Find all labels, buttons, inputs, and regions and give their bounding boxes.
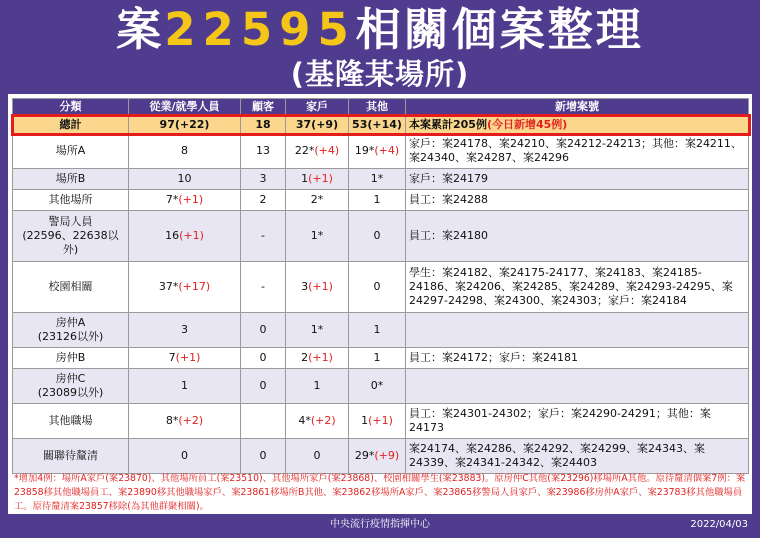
cell-staff (129, 262, 241, 313)
cell-staff-value: 7* (165, 193, 179, 206)
cell-customer-value: 2 (259, 193, 267, 206)
cell-household-value: 3 (301, 280, 309, 293)
row-label-value: 房仲B (55, 351, 86, 364)
cell-staff (129, 369, 241, 404)
cell-other-value: 1 (373, 323, 381, 336)
row-label (13, 348, 129, 369)
cell-other (349, 211, 406, 262)
cell-other-increase: (+9) (374, 449, 400, 462)
cell-household (286, 169, 349, 190)
cell-customer (241, 134, 286, 169)
cell-staff-value: 10 (177, 172, 192, 185)
cell-other-value: 1* (370, 172, 384, 185)
cell-household (286, 348, 349, 369)
total-customer: 18 (241, 116, 286, 134)
title-case-number: 22595 (164, 3, 356, 56)
cell-staff-increase: (+1) (179, 229, 204, 242)
cell-cases-value: 員工：案24180 (409, 229, 488, 242)
cell-customer (241, 348, 286, 369)
row-label (13, 262, 129, 313)
row-label (13, 211, 129, 262)
cell-cases-value: 學生：案24182、案24175-24177、案24183、案24185-24186、案24206、案24285、案24289、案24293-24295、案24297-24298、案24300、案24303；家戶：案24184 (409, 266, 733, 307)
table-row (13, 348, 749, 369)
row-label-value: 其他職場 (48, 414, 93, 427)
cell-staff (129, 169, 241, 190)
cell-household-value: 1 (301, 172, 309, 185)
cell-cases (406, 169, 749, 190)
cell-other-value: 0* (370, 379, 384, 392)
cell-cases (406, 313, 749, 348)
cell-other-increase: (+1) (368, 414, 393, 427)
cell-staff-increase: (+1) (175, 351, 201, 364)
cell-customer (241, 169, 286, 190)
row-label (13, 404, 129, 439)
row-label-value: 其他場所 (48, 193, 93, 206)
title-suffix: 相關個案整理 (355, 3, 644, 56)
cell-household-value: 22* (294, 144, 315, 157)
cell-customer-value: 3 (259, 172, 267, 185)
cell-staff (129, 404, 241, 439)
cell-customer (241, 313, 286, 348)
cell-other (349, 439, 406, 474)
cell-cases-value: 員工：案24301-24302；家戶：案24290-24291；其他：案24173 (409, 407, 711, 434)
cell-cases (406, 404, 749, 439)
row-label-value: 房仲C (23089以外) (37, 372, 104, 399)
row-label-value: 場所A (55, 144, 86, 157)
cell-other-value: 1 (373, 193, 381, 206)
row-label-value: 關聯待釐清 (43, 449, 98, 462)
header-other: 其他 (349, 99, 406, 116)
cell-other-value: 19* (354, 144, 375, 157)
total-row (13, 116, 749, 134)
cell-cases-value: 案24174、案24286、案24292、案24299、案24343、案24339、案24341-24342、案24403 (409, 442, 705, 469)
row-label-value: 校園相關 (48, 280, 93, 293)
cell-other-value: 1 (373, 351, 381, 364)
cell-other-increase: (+4) (374, 144, 400, 157)
cell-customer-value: 0 (259, 323, 267, 336)
row-label (13, 439, 129, 474)
cell-household-increase: (+1) (308, 172, 333, 185)
case-table (12, 98, 749, 474)
cell-customer-value: 0 (259, 351, 267, 364)
cell-other-value: 0 (373, 280, 381, 293)
cell-other (349, 404, 406, 439)
table-row (13, 134, 749, 169)
cell-staff (129, 190, 241, 211)
row-label-value: 場所B (55, 172, 86, 185)
cell-household (286, 262, 349, 313)
total-cases (406, 116, 749, 134)
row-label (13, 313, 129, 348)
cell-staff (129, 211, 241, 262)
cell-other (349, 190, 406, 211)
header-customer: 顧客 (241, 99, 286, 116)
cell-customer-value: - (261, 229, 265, 242)
content-panel (8, 94, 752, 514)
cell-staff-value: 1 (181, 379, 188, 392)
total-cases-new: (今日新增45例) (486, 117, 568, 131)
cell-cases (406, 348, 749, 369)
cell-customer (241, 439, 286, 474)
cell-cases (406, 369, 749, 404)
table-row (13, 262, 749, 313)
header-new-cases: 新增案號 (406, 99, 749, 116)
title-prefix: 案 (116, 3, 165, 56)
cell-other-value: 1 (361, 414, 369, 427)
cell-cases (406, 134, 749, 169)
cell-cases (406, 262, 749, 313)
cell-staff-value: 37* (158, 280, 179, 293)
row-label-value: 警局人員 (22596、22638以外) (22, 215, 119, 256)
cell-household-increase: (+2) (310, 414, 336, 427)
table-row (13, 211, 749, 262)
cell-staff (129, 313, 241, 348)
cell-other (349, 348, 406, 369)
cell-staff-value: 0 (181, 449, 188, 462)
row-label (13, 369, 129, 404)
cell-household (286, 134, 349, 169)
cell-cases-value: 員工：案24288 (409, 193, 488, 206)
cell-cases-value: 員工：案24172；家戶：案24181 (409, 351, 578, 364)
cell-staff-increase: (+2) (178, 414, 204, 427)
cell-household-value: 0 (313, 449, 321, 462)
header-staff: 從業/就學人員 (129, 99, 241, 116)
cell-customer (241, 262, 286, 313)
cell-cases (406, 439, 749, 474)
total-other: 53(+14) (349, 116, 406, 134)
cell-staff (129, 134, 241, 169)
page-title (0, 4, 760, 56)
cell-staff-value: 7 (168, 351, 176, 364)
cell-staff (129, 439, 241, 474)
row-label-value: 房仲A (23126以外) (37, 316, 104, 343)
footer-source: 中央流行疫情指揮中心 (330, 519, 430, 530)
table-body (13, 134, 749, 474)
cell-customer (241, 404, 286, 439)
footer-date: 2022/04/03 (690, 519, 748, 530)
cell-household (286, 369, 349, 404)
cell-household (286, 439, 349, 474)
footnote: *增加4例：場所A家戶(案23870)、其他場所員工(案23510)、其他場所家戶(案23868)、校園相關學生(案23883)。原房仲C其他(案23296)移場所A其他。原待釐清個案7例：案23858移其他職場員工、案23890移其他職場家戶、案23861移場所B其他、案23862移場所A家戶、案23865移警局人員家戶、案23986移房仲A家戶、案23783移其他職場員工。原待釐清案23857移除(為其他群聚相關)。 (14, 473, 746, 512)
header-category: 分類 (13, 99, 129, 116)
cell-household-increase: (+4) (314, 144, 340, 157)
cell-household-increase: (+1) (308, 351, 333, 364)
cell-household-value: 2* (310, 193, 324, 206)
table-row (13, 313, 749, 348)
cell-customer (241, 211, 286, 262)
cell-customer (241, 369, 286, 404)
row-label (13, 190, 129, 211)
total-label: 總計 (13, 116, 129, 134)
cell-household-value: 4* (298, 414, 311, 427)
total-staff: 97(+22) (129, 116, 241, 134)
cell-other (349, 262, 406, 313)
cell-other (349, 369, 406, 404)
cell-customer-value: 13 (256, 144, 270, 157)
total-cases-main: 本案累計205例 (409, 117, 487, 131)
row-label (13, 134, 129, 169)
page-subtitle: (基隆某場所) (290, 57, 470, 91)
table-row (13, 369, 749, 404)
table-header-row (13, 99, 749, 116)
cell-household-value: 1* (310, 323, 324, 336)
cell-household (286, 313, 349, 348)
cell-other-value: 0 (373, 229, 381, 242)
table-row (13, 169, 749, 190)
cell-other (349, 313, 406, 348)
cell-staff-increase: (+17) (178, 280, 211, 293)
cell-cases (406, 190, 749, 211)
header-household: 家戶 (286, 99, 349, 116)
cell-staff-increase: (+1) (178, 193, 204, 206)
cell-staff-value: 8 (181, 144, 188, 157)
cell-other (349, 134, 406, 169)
cell-household-increase: (+1) (308, 280, 333, 293)
cell-household-value: 1* (310, 229, 324, 242)
table-row (13, 439, 749, 474)
cell-customer (241, 190, 286, 211)
cell-cases-value: 家戶：案24178、案24210、案24212-24213；其他：案24211、案24340、案24287、案24296 (409, 137, 742, 164)
cell-other-value: 29* (354, 449, 375, 462)
cell-customer-value: 0 (259, 379, 267, 392)
cell-cases-value: 家戶：案24179 (409, 172, 488, 185)
table-row (13, 190, 749, 211)
row-label (13, 169, 129, 190)
cell-staff-value: 3 (181, 323, 188, 336)
cell-household-value: 2 (301, 351, 309, 364)
cell-household-value: 1 (313, 379, 321, 392)
cell-customer-value: - (261, 280, 265, 293)
total-household: 37(+9) (286, 116, 349, 134)
table-row (13, 404, 749, 439)
cell-other (349, 169, 406, 190)
cell-household (286, 190, 349, 211)
cell-staff-value: 16 (165, 229, 180, 242)
cell-staff-value: 8* (165, 414, 179, 427)
cell-staff (129, 348, 241, 369)
cell-household (286, 404, 349, 439)
cell-customer-value: 0 (259, 449, 267, 462)
cell-cases (406, 211, 749, 262)
cell-household (286, 211, 349, 262)
